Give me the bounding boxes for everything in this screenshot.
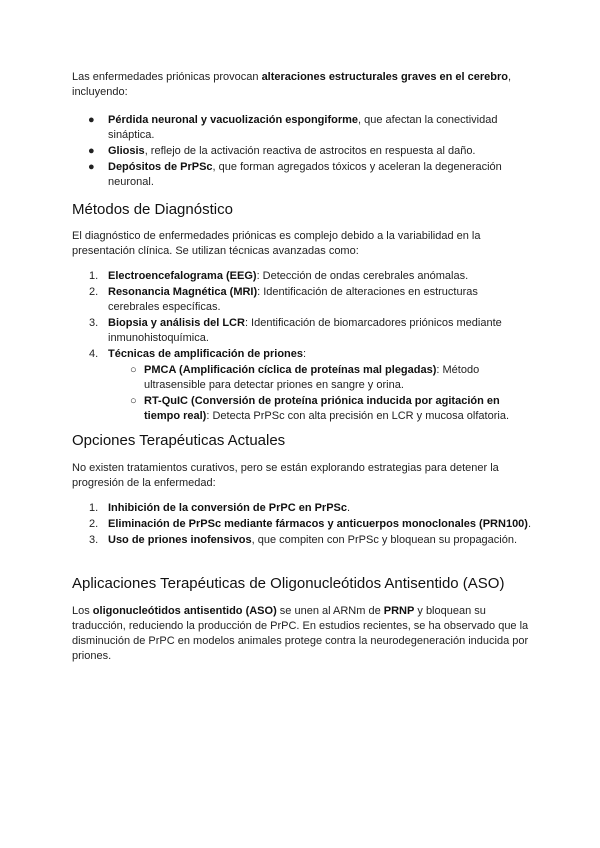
- list-item: 3. Uso de priones inofensivos, que compiten con PrPSc y bloquean su propagación.: [89, 534, 518, 546]
- circle-bullet-icon: ○: [130, 395, 137, 407]
- list-item: ● Depósitos de PrPSc, que forman agregados tóxicos y aceleran la degeneración neuronal.: [88, 161, 502, 188]
- amplificacion-sublist: [108, 363, 532, 424]
- bullet-icon: ●: [88, 145, 95, 157]
- list-item: ● Pérdida neuronal y vacuolización espongiforme, que afectan la conectividad sináptica.: [88, 114, 498, 141]
- aso-section: [72, 604, 532, 664]
- list-item: 3. Biopsia y análisis del LCR: Identificación de biomarcadores priónicos mediante inmunohistoquímica.: [89, 317, 502, 344]
- aso-heading: Aplicaciones Terapéuticas de Oligonucleótidos Antisentido (ASO): [72, 575, 505, 592]
- bullet-icon: ●: [88, 161, 95, 173]
- circle-bullet-icon: ○: [130, 364, 137, 376]
- terapeuticas-list: [72, 501, 532, 548]
- list-item: 1. Electroencefalograma (EEG): Detección de ondas cerebrales anómalas.: [89, 270, 469, 282]
- diagnostico-list: [72, 269, 532, 424]
- diagnostico-section: [72, 229, 532, 425]
- list-item: ○ PMCA (Amplificación cíclica de proteínas mal plegadas): Método ultrasensible para detectar priones en sangre y orina.: [130, 364, 480, 391]
- terapeuticas-paragraph: No existen tratamientos curativos, pero se están explorando estrategias para detener la progresión de la enfermedad:: [72, 462, 499, 489]
- terapeuticas-section: [72, 461, 532, 549]
- bullet-icon: ●: [88, 114, 95, 126]
- list-item: 2. Resonancia Magnética (MRI): Identificación de alteraciones en estructuras cerebrales específicas.: [89, 286, 478, 313]
- diagnostico-paragraph: El diagnóstico de enfermedades priónicas es complejo debido a la variabilidad en la presentación clínica. Se utilizan técnicas avanzadas como:: [72, 230, 481, 257]
- list-item: 4. Técnicas de amplificación de priones: ○ PMCA (Amplificación cíclica de proteínas mal plegadas): Método ultrasensible para detectar priones en sangre y orina. ○ RT-QuIC (Conversión de proteína priónica inducida por agitación en tiempo real): Detecta PrPSc con alta precisión en LCR y mucosa olfatoria.: [72, 347, 532, 424]
- intro-paragraph: Las enfermedades priónicas provocan alteraciones estructurales graves en el cerebro, incluyendo:: [72, 71, 512, 98]
- list-item: ○ RT-QuIC (Conversión de proteína priónica inducida por agitación en tiempo real): Detecta PrPSc con alta precisión en LCR y mucosa olfatoria.: [130, 395, 509, 422]
- list-item: 2. Eliminación de PrPSc mediante fármacos y anticuerpos monoclonales (PRN100).: [89, 518, 532, 530]
- aso-paragraph: Los oligonucleótidos antisentido (ASO) se unen al ARNm de PRNP y bloquean su traducción, reduciendo la producción de PrPC. En estudios recientes, se ha observado que la disminución de PrPC en modelos animales protege contra la neurodegeneración inducida por priones.: [72, 605, 529, 662]
- intro-bullet-list: [72, 113, 532, 190]
- terapeuticas-heading: Opciones Terapéuticas Actuales: [72, 432, 286, 449]
- diagnostico-heading: Métodos de Diagnóstico: [72, 201, 233, 218]
- list-item: ● Gliosis, reflejo de la activación reactiva de astrocitos en respuesta al daño.: [88, 145, 476, 157]
- intro-section: [72, 70, 532, 191]
- list-item: 1. Inhibición de la conversión de PrPC en PrPSc.: [89, 502, 351, 514]
